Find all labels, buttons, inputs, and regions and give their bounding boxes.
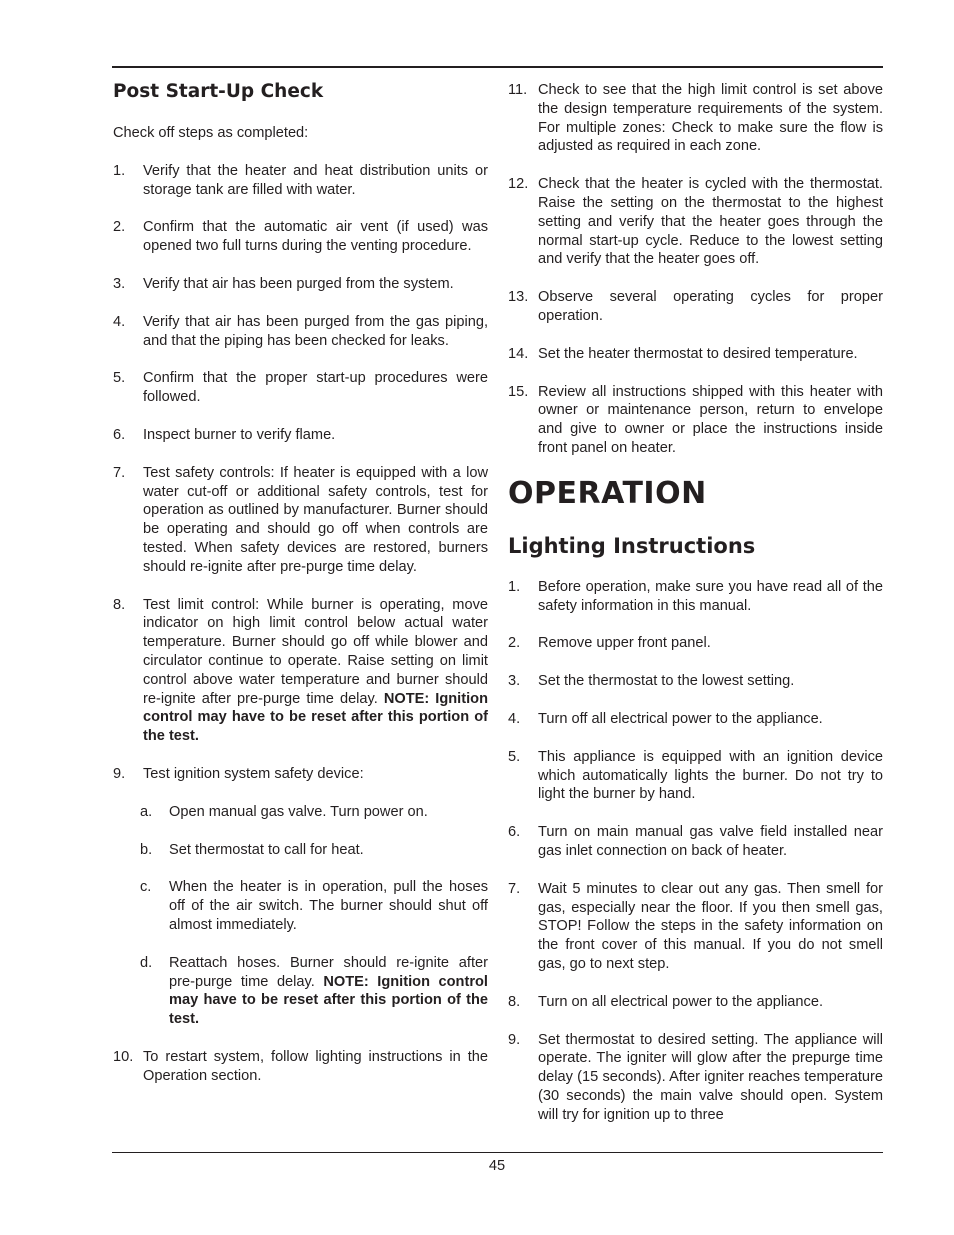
list-item [113,313,488,351]
item-text: Observe several operating cycles for proper operation. [538,289,883,324]
list-item [508,634,883,653]
list-item [113,426,488,445]
item-text: Turn on main manual gas valve field installed near gas inlet connection on back of heater. [538,824,883,859]
item-number: 3. [113,275,126,292]
bottom-rule [112,1152,883,1153]
item-number: 4. [508,710,521,727]
item-text: Remove upper front panel. [538,635,711,652]
list-item [508,383,883,458]
item-letter: a. [140,803,153,820]
item-body: Reattach hoses. Burner should re-ignite after pre-purge time delay. [169,954,488,990]
list-item [113,275,488,294]
item-number: 1. [508,578,521,595]
item-number: 7. [113,464,126,481]
left-column [113,78,488,1085]
page-number: 45 [488,1158,506,1174]
item-number: 7. [508,880,521,897]
item-number: 9. [113,765,126,782]
item-text [143,596,488,746]
item-text: Confirm that the automatic air vent (if used) was opened two full turns during the venting procedure. [143,219,488,255]
list-item [113,464,488,577]
item-note: NOTE: Ignition control may have to be reset after this portion of the test. [169,973,488,1028]
list-item [508,823,883,861]
top-rule [112,66,883,68]
item-body: Test limit control: While burner is operating, move indicator on high limit control below actual water temperature. Burner should go off while blower and circulator continue to operate. Raise setting on limit control above water temperature and burner should re-ignite after pre-purge time delay. [143,596,488,707]
lighting-instructions-heading: Lighting Instructions [508,533,756,558]
item-letter: b. [140,841,153,858]
item-number: 6. [113,426,126,443]
item-text: Open manual gas valve. Turn power on. [169,803,428,820]
list-item [113,596,488,746]
list-item [508,710,883,729]
item-text: This appliance is equipped with an ignition device which automatically lights the burner. Do not try to light the burner by hand. [538,748,883,803]
sub-list-item [113,878,488,934]
item-text [169,954,488,1029]
item-text: Check to see that the high limit control is set above the design temperature requirements of the system. For multiple zones: Check to make sure the flow is adjusted as required in each zone. [538,82,883,155]
item-number: 3. [508,673,521,690]
item-number: 1. [113,162,126,179]
list-item [113,218,488,256]
item-text: When the heater is in operation, pull the hoses off of the air switch. The burner should shut off almost immediately. [169,879,488,933]
item-letter: c. [140,879,152,896]
item-text: To restart system, follow lighting instructions in the Operation section. [143,1048,488,1084]
item-text: Inspect burner to verify flame. [143,426,336,443]
item-text: Confirm that the proper start-up procedures were followed. [143,370,488,406]
list-item [113,162,488,200]
list-item [508,1031,883,1125]
item-text: Turn off all electrical power to the appliance. [538,710,823,727]
sub-list-item [113,841,488,860]
item-text: Test safety controls: If heater is equipped with a low water cut-off or additional safety controls, test for operation as outlined by manufacturer. Burner should be operating and should go off when controls are tested. When safety devices are restored, burners should re-ignite after pre-purge time delay. [143,464,488,575]
item-text: Verify that air has been purged from the gas piping, and that the piping has been checked for leaks. [143,313,488,349]
item-number: 9. [508,1031,521,1048]
item-number: 8. [113,596,126,613]
list-item [508,672,883,691]
item-text: Verify that air has been purged from the system. [143,275,454,292]
item-number: 14. [508,345,529,362]
list-item [113,1048,488,1086]
list-item [113,765,488,784]
item-text: Test ignition system safety device: [143,765,364,782]
item-number: 12. [508,176,529,193]
item-number: 2. [508,635,521,652]
item-text: Check that the heater is cycled with the thermostat. Raise the setting on the thermostat to the highest setting and verify that the heater goes through the normal start-up cycle. Reduce to the lowest setting and verify that the heater goes off. [538,176,883,268]
item-text: Set the heater thermostat to desired temperature. [538,345,858,362]
list-item [508,748,883,804]
item-number: 11. [508,82,528,98]
item-text: Set the thermostat to the lowest setting. [538,673,795,690]
list-item [508,288,883,326]
item-number: 4. [113,313,126,330]
right-column [508,81,883,1124]
list-item [508,578,883,616]
sub-list-item [113,954,488,1029]
item-text: Set thermostat to call for heat. [169,841,364,858]
sub-list-item [113,803,488,822]
list-item [508,81,883,156]
item-note: NOTE: Ignition control may have to be reset after this portion of the test. [143,690,488,745]
list-item [508,345,883,364]
operation-heading: OPERATION [508,475,707,511]
list-item [508,175,883,269]
intro-text: Check off steps as completed: [113,125,309,141]
item-number: 10. [113,1048,134,1065]
item-number: 2. [113,219,126,236]
item-number: 13. [508,289,529,306]
item-text: Turn on all electrical power to the appliance. [538,993,824,1010]
item-number: 8. [508,993,521,1010]
list-item [508,993,883,1012]
post-startup-heading: Post Start-Up Check [113,81,324,102]
list-item [508,880,883,974]
item-number: 15. [508,383,529,400]
item-letter: d. [140,954,153,971]
item-text: Review all instructions shipped with this heater with owner or maintenance person, return to envelope and give to owner or place the instructions inside front panel on heater. [538,383,883,456]
item-number: 5. [113,370,126,387]
item-number: 5. [508,748,521,765]
item-text: Verify that the heater and heat distribution units or storage tank are filled with water. [143,162,488,198]
item-text: Set thermostat to desired setting. The appliance will operate. The igniter will glow after the prepurge time delay (15 seconds). After igniter reaches temperature (30 seconds) the main valve should open. System will try for ignition up to three [538,1031,883,1123]
item-number: 6. [508,824,521,841]
list-item [113,369,488,407]
item-text: Wait 5 minutes to clear out any gas. Then smell for gas, especially near the floor. If you then smell gas, STOP! Follow the steps in the safety information on the front cover of this manual. If you do not smell gas, go to next step. [538,880,883,972]
item-text: Before operation, make sure you have read all of the safety information in this manual. [538,578,883,614]
